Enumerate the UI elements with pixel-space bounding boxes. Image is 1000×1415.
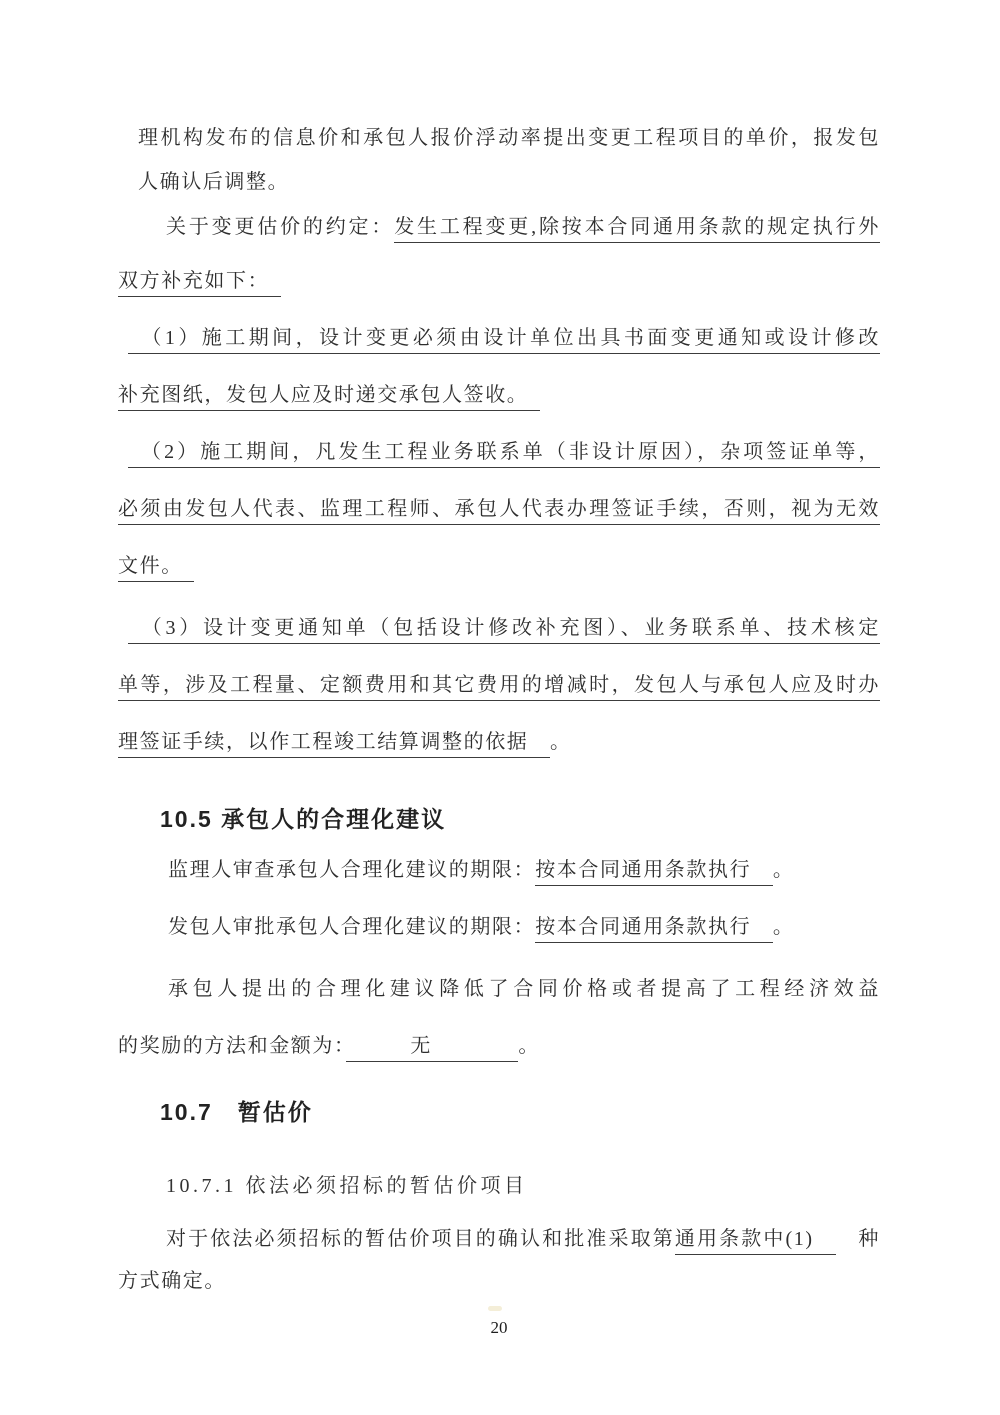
contract-body — [118, 0, 880, 1338]
text-line — [118, 855, 880, 885]
text-line — [118, 437, 880, 467]
text-line — [118, 380, 880, 410]
text-line — [118, 670, 880, 700]
filled-blank: （1）施工期间，设计变更必须由设计单位出具书面变更通知或设计修改 — [128, 327, 880, 354]
filled-blank: 单等，涉及工程量、定额费用和其它费用的增减时，发包人与承包人应及时办 — [118, 674, 880, 701]
text-line — [118, 974, 880, 1004]
page-number: 20 — [490, 1318, 508, 1337]
line-text: 理机构发布的信息价和承包人报价浮动率提出变更工程项目的单价，报发包 — [138, 127, 880, 149]
filled-blank: 理签证手续，以作工程竣工结算调整的依据 — [118, 731, 550, 758]
text-line — [118, 323, 880, 353]
scan-stain-artifact — [488, 1306, 502, 1311]
line-text: 发包人审批承包人合理化建议的期限： — [168, 916, 536, 938]
filled-blank: 双方补充如下： — [118, 270, 281, 297]
text-line — [118, 266, 880, 296]
filled-blank: 补充图纸，发包人应及时递交承包人签收。 — [118, 384, 540, 411]
filled-blank: 文件。 — [118, 555, 194, 582]
filled-blank: 通用条款中(1) — [675, 1228, 836, 1255]
text-line — [118, 1031, 880, 1061]
text-line — [118, 912, 880, 942]
line-text: 。 — [772, 916, 795, 938]
line-text: 监理人审查承包人合理化建议的期限： — [168, 859, 536, 881]
line-text: 。 — [518, 1035, 541, 1057]
line-text: 。 — [550, 731, 572, 753]
filled-blank: 按本合同通用条款执行 — [535, 859, 773, 886]
text-line — [118, 167, 880, 197]
text-line — [118, 1224, 880, 1254]
filled-blank: （2）施工期间，凡发生工程业务联系单（非设计原因），杂项签证单等， — [128, 441, 880, 468]
line-text: 种 — [836, 1228, 880, 1250]
line-text: 方式确定。 — [118, 1270, 226, 1292]
filled-blank: 必须由发包人代表、监理工程师、承包人代表办理签证手续，否则，视为无效 — [118, 498, 880, 525]
text-line — [118, 494, 880, 524]
line-text: 承包人提出的合理化建议降低了合同价格或者提高了工程经济效益 — [168, 978, 880, 1000]
line-text: 。 — [772, 859, 795, 881]
subsection-heading: 10.7.1 依法必须招标的暂估价项目 — [166, 1175, 528, 1197]
text-line — [118, 212, 880, 242]
line-text: 的奖励的方法和金额为： — [118, 1035, 346, 1057]
line-text: 人确认后调整。 — [138, 171, 290, 193]
text-line — [118, 727, 880, 757]
text-line — [118, 613, 880, 643]
filled-blank: 按本合同通用条款执行 — [535, 916, 773, 943]
line-text: 对于依法必须招标的暂估价项目的确认和批准采取第 — [166, 1228, 675, 1250]
text-line — [118, 123, 880, 153]
filled-blank: 无 — [346, 1035, 519, 1062]
line-text: 关于变更估价的约定： — [166, 216, 395, 238]
contract-text-block — [118, 123, 880, 1296]
filled-blank: （3）设计变更通知单（包括设计修改补充图）、业务联系单、技术核定 — [128, 617, 880, 644]
text-line — [118, 1266, 880, 1296]
section-heading: 10.5 承包人的合理化建议 — [160, 806, 447, 832]
text-line — [118, 551, 880, 581]
section-heading: 10.7 暂估价 — [160, 1099, 313, 1125]
filled-blank: 发生工程变更,除按本合同通用条款的规定执行外 — [394, 216, 880, 243]
